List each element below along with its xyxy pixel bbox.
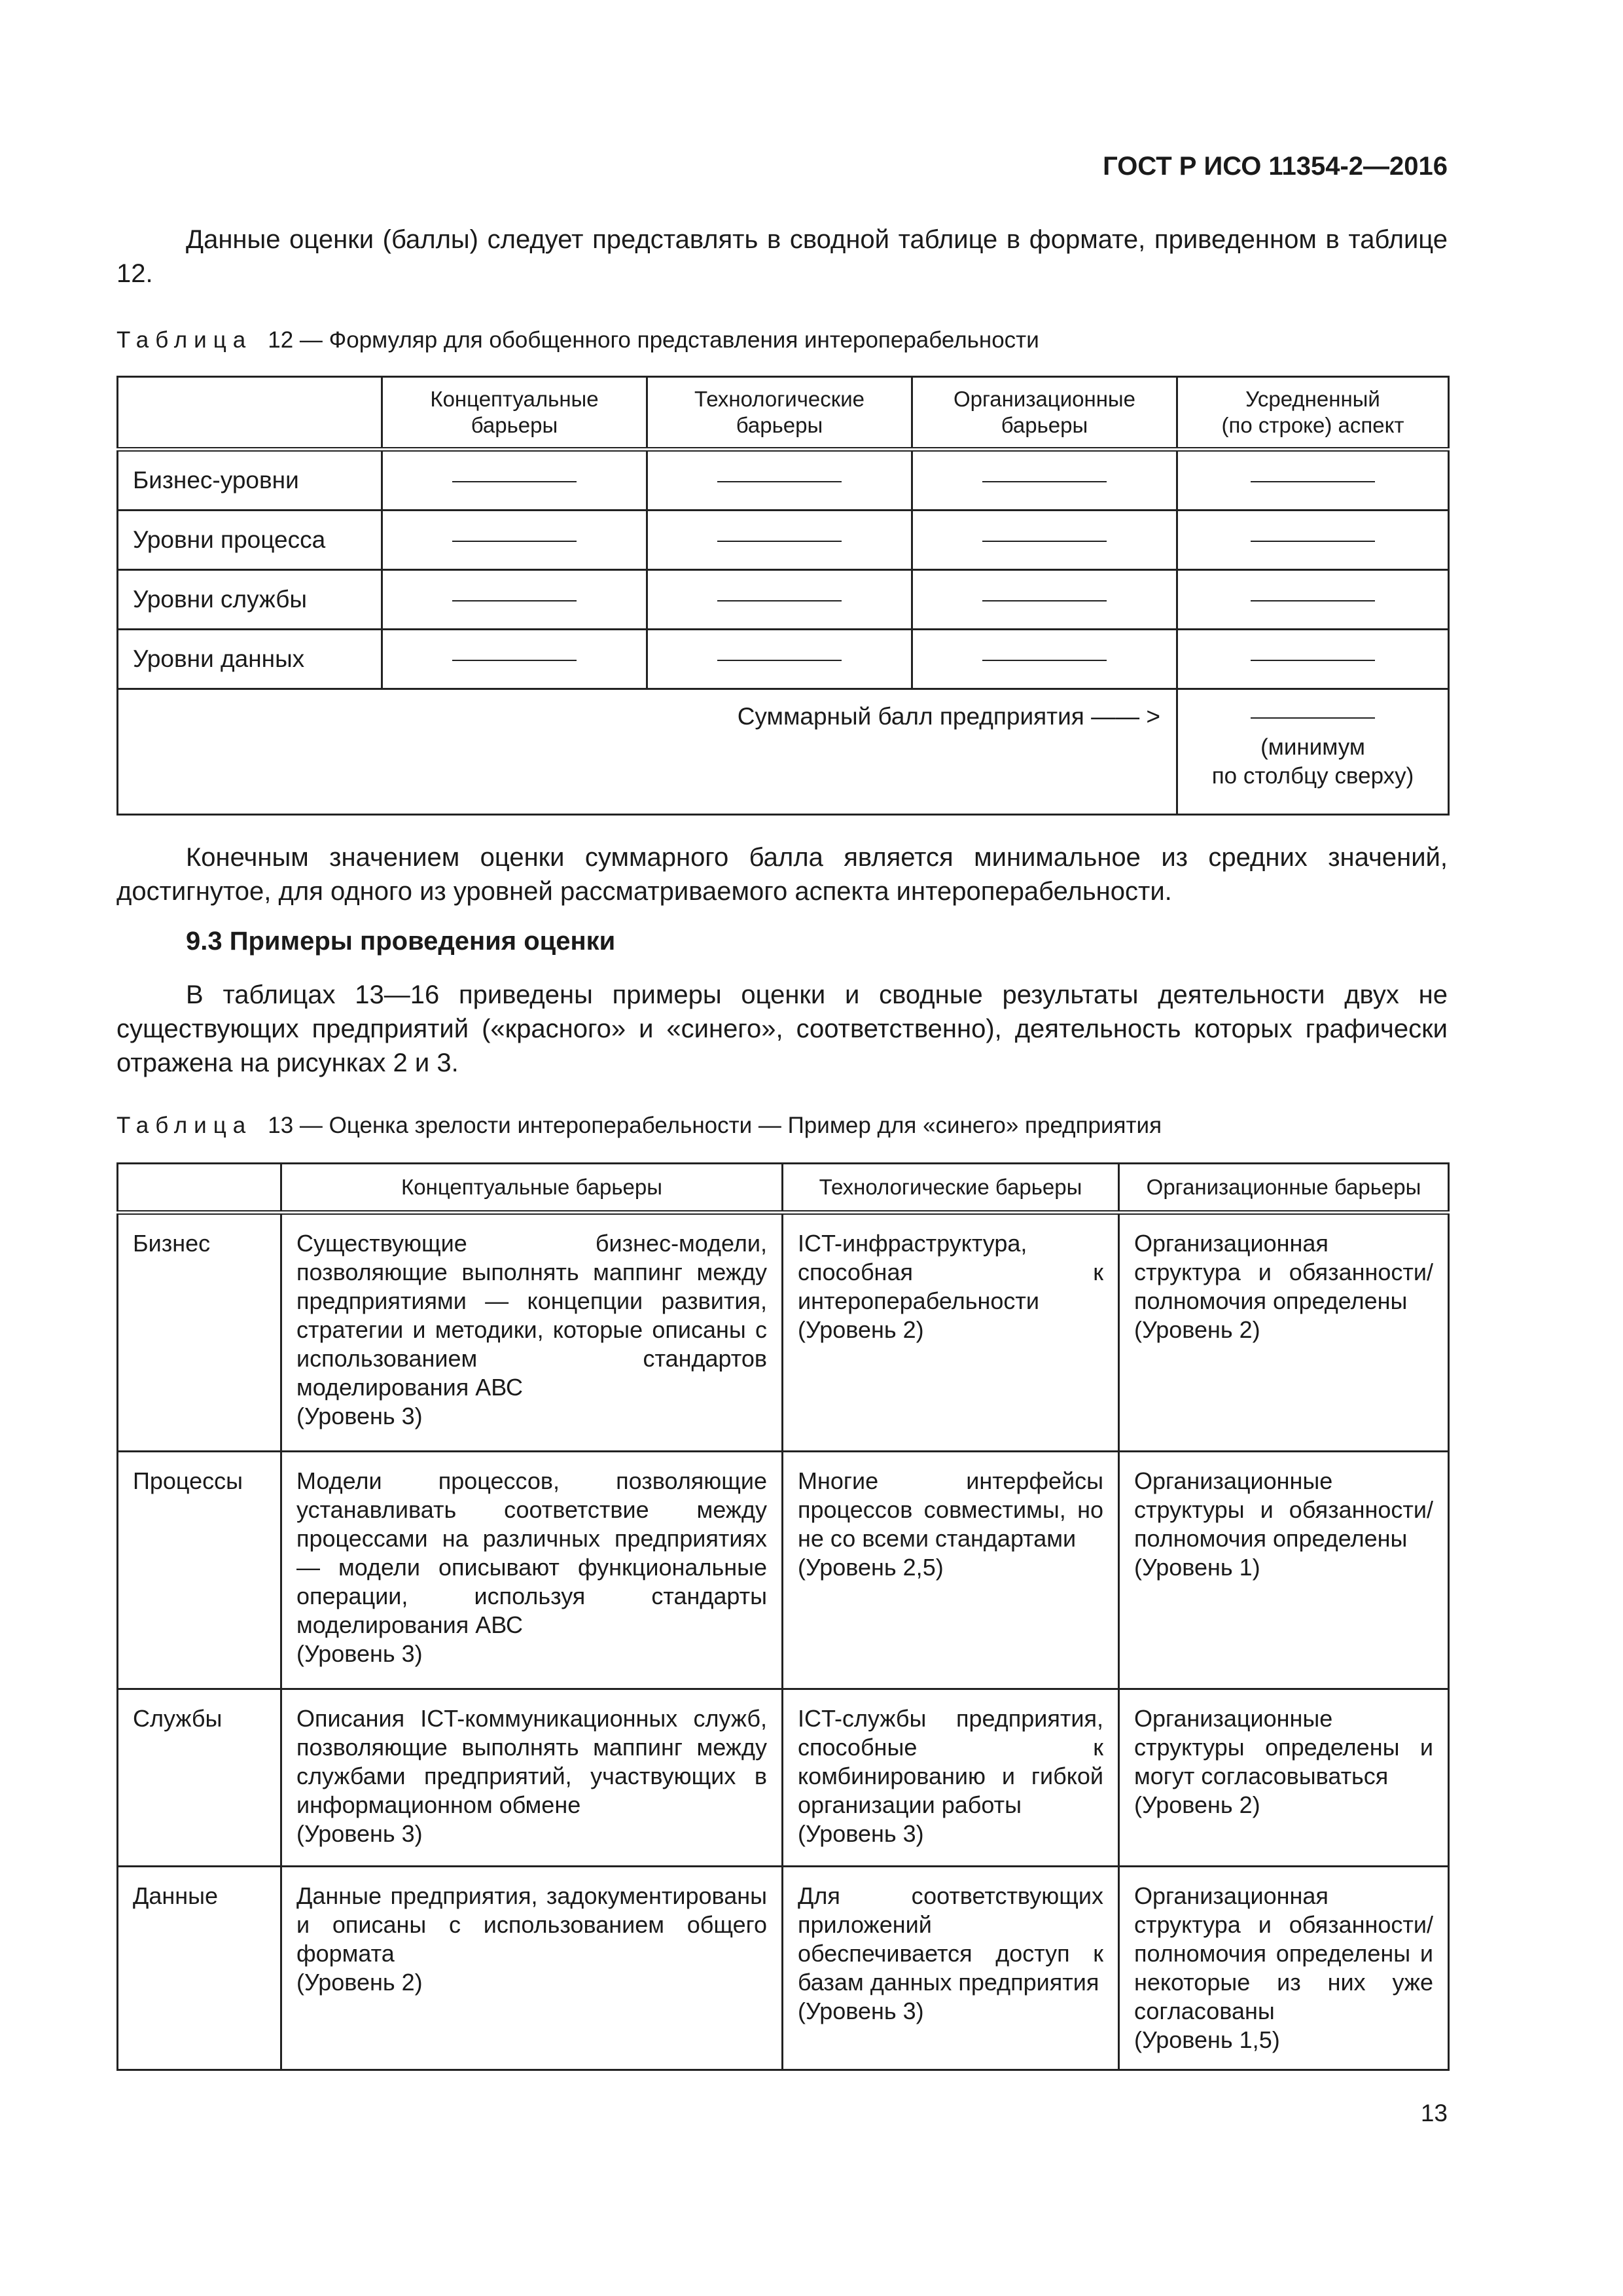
blank-cell: [647, 450, 912, 511]
blank-cell: [912, 450, 1177, 511]
blank-cell: [1177, 630, 1449, 689]
blank-cell: [1177, 450, 1449, 511]
table-cell: Модели процессов, позволяющие устанавливать соответствие между процессами на различных предприятиях — модели описывают функциональные операции, используя стандарты моделирования АВС (Уровень 3): [281, 1452, 783, 1689]
table-cell: Для соответствующих приложений обеспечивается доступ к базам данных предприятия (Уровень 3): [783, 1867, 1119, 2070]
table-12-caption: [116, 327, 1039, 353]
blank-cell: [912, 570, 1177, 630]
table-cell: Организационная структура и обязанности/полномочия определены (Уровень 2): [1119, 1213, 1449, 1452]
column-header: Технологические барьеры: [647, 377, 912, 450]
table-row: [118, 511, 1449, 570]
table-12-header-row: [118, 377, 1449, 450]
section-heading: 9.3 Примеры проведения оценки: [186, 927, 616, 956]
table-12: [116, 376, 1450, 816]
table-row: [118, 1452, 1449, 1689]
table-cell: ICT-инфраструктура, способная к интероперабельности (Уровень 2): [783, 1213, 1119, 1452]
table-row: [118, 630, 1449, 689]
header-empty-cell: [118, 377, 382, 450]
column-header: Концептуальные барьеры: [382, 377, 647, 450]
table-cell: Организационные структуры определены и могут согласовываться (Уровень 2): [1119, 1689, 1449, 1867]
table-row: [118, 1867, 1449, 2070]
row-label: Уровни процесса: [118, 511, 382, 570]
column-header: Организационные барьеры: [912, 377, 1177, 450]
column-header: Концептуальные барьеры: [281, 1164, 783, 1213]
blank-cell: [647, 511, 912, 570]
column-header: Организационные барьеры: [1119, 1164, 1449, 1213]
row-label: Бизнес-уровни: [118, 450, 382, 511]
blank-cell: [912, 511, 1177, 570]
row-label: Уровни данных: [118, 630, 382, 689]
table-cell: Описания ICT-коммуникационных служб, позволяющие выполнять маппинг между службами предприятий, участвующих в информационном обмене (Уровень 3): [281, 1689, 783, 1867]
blank-cell: [382, 630, 647, 689]
total-value-cell: [1177, 689, 1449, 815]
blank-cell: [912, 630, 1177, 689]
row-label: Данные: [118, 1867, 281, 2070]
total-note-line: по столбцу сверху): [1211, 763, 1414, 789]
row-label: Службы: [118, 1689, 281, 1867]
blank-cell: [1177, 511, 1449, 570]
paragraph-examples: В таблицах 13—16 приведены примеры оценки и сводные результаты деятельности двух не существующих предприятий («красного» и «синего», соответственно), деятельность которых графически отражена на рисунках 2 и 3.: [116, 980, 1448, 1077]
page-number: 13: [1420, 2100, 1448, 2126]
total-label: Суммарный балл предприятия —— >: [118, 689, 1177, 815]
document-header: ГОСТ Р ИСО 11354-2—2016: [1103, 152, 1448, 181]
table-13: [116, 1162, 1450, 2071]
table-cell: Существующие бизнес-модели, позволяющие выполнять маппинг между предприятиями — концепции развития, стратегии и методики, которые описаны с использованием стандартов моделирования АВС (Уровень 3): [281, 1213, 783, 1452]
table-cell: Организационная структура и обязанности/полномочия определены и некоторые из них уже согласованы (Уровень 1,5): [1119, 1867, 1449, 2070]
paragraph-conclusion: Конечным значением оценки суммарного балла является минимальное из средних значений, достигнутое, для одного из уровней рассматриваемого аспекта интероперабельности.: [116, 843, 1448, 906]
blank-cell: [382, 511, 647, 570]
column-header: Технологические барьеры: [783, 1164, 1119, 1213]
table-row: [118, 1213, 1449, 1452]
table-cell: Данные предприятия, задокументированы и описаны с использованием общего формата (Уровень 2): [281, 1867, 783, 2070]
row-label: Уровни службы: [118, 570, 382, 630]
blank-cell: [647, 630, 912, 689]
total-row: [118, 689, 1449, 815]
header-empty-cell: [118, 1164, 281, 1213]
column-header: Усредненный (по строке) аспект: [1177, 377, 1449, 450]
row-label: Бизнес: [118, 1213, 281, 1452]
table-row: [118, 450, 1449, 511]
table-row: [118, 1689, 1449, 1867]
total-note-line: (минимум: [1260, 734, 1365, 760]
caption-word: Таблица: [116, 327, 253, 353]
caption-text: 13 — Оценка зрелости интероперабельности — Пример для «синего» предприятия: [268, 1113, 1162, 1138]
intro-paragraph: Данные оценки (баллы) следует представлять в сводной таблице в формате, приведенном в таблице 12.: [116, 225, 1448, 288]
blank-cell: [382, 450, 647, 511]
table-13-header-row: [118, 1164, 1449, 1213]
blank-cell: [382, 570, 647, 630]
table-cell: Многие интерфейсы процессов совместимы, но не со всеми стандартами (Уровень 2,5): [783, 1452, 1119, 1689]
table-cell: ICT-службы предприятия, способные к комбинированию и гибкой организации работы (Уровень 3): [783, 1689, 1119, 1867]
blank-cell: [647, 570, 912, 630]
caption-text: 12 — Формуляр для обобщенного представления интероперабельности: [268, 327, 1039, 353]
table-13-caption: [116, 1113, 1162, 1139]
table-row: [118, 570, 1449, 630]
blank-cell: [1177, 570, 1449, 630]
caption-word: Таблица: [116, 1113, 253, 1138]
table-cell: Организационные структуры и обязанности/полномочия определены (Уровень 1): [1119, 1452, 1449, 1689]
row-label: Процессы: [118, 1452, 281, 1689]
